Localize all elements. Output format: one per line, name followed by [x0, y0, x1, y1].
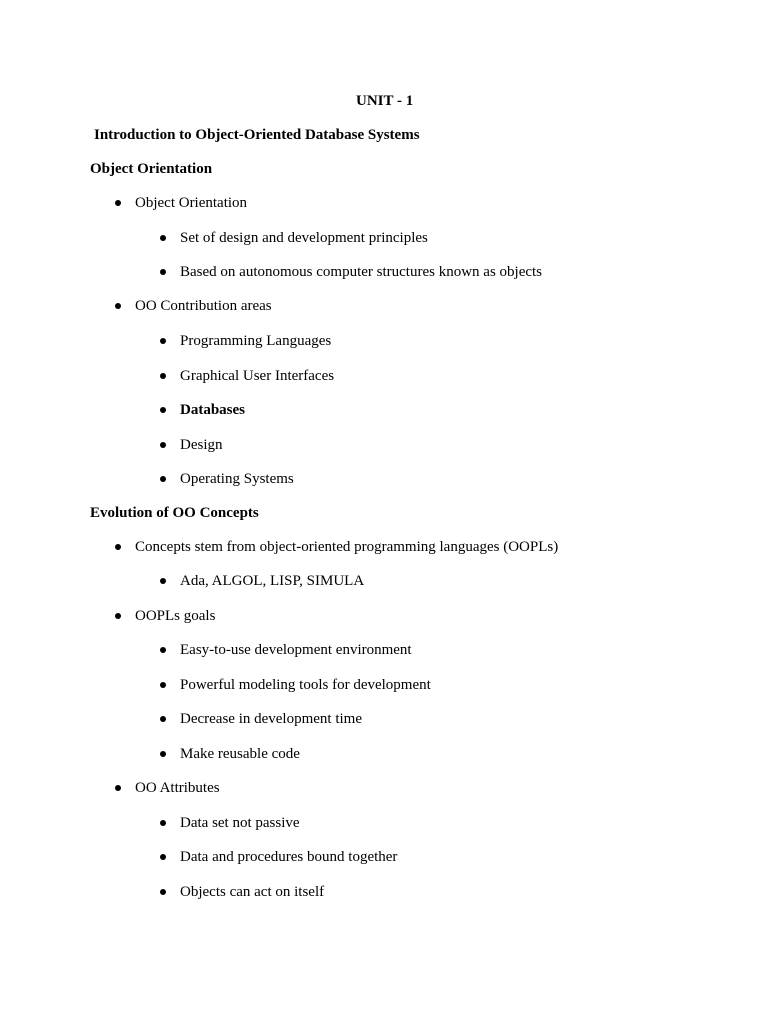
bullet-icon — [160, 716, 166, 722]
bullet-icon — [115, 613, 121, 619]
list-item: Design — [180, 437, 223, 453]
bullet-icon — [160, 682, 166, 688]
bullet-icon — [160, 338, 166, 344]
list-item: Data and procedures bound together — [180, 849, 398, 865]
bullet-icon — [115, 200, 121, 206]
list-item: Set of design and development principles — [180, 230, 428, 246]
bullet-icon — [160, 751, 166, 757]
unit-title: UNIT - 1 — [356, 93, 414, 109]
document-title: Introduction to Object-Oriented Database Systems — [94, 127, 420, 143]
bullet-icon — [160, 407, 166, 413]
section-heading-object-orientation: Object Orientation — [90, 161, 213, 177]
bullet-icon — [160, 269, 166, 275]
list-item: Data set not passive — [180, 815, 300, 831]
list-item: Databases — [180, 402, 246, 418]
list-item: Concepts stem from object-oriented programming languages (OOPLs) — [135, 539, 559, 555]
list-item: Graphical User Interfaces — [180, 368, 335, 384]
bullet-icon — [160, 647, 166, 653]
bullet-icon — [115, 544, 121, 550]
bullet-icon — [160, 820, 166, 826]
bullet-icon — [115, 303, 121, 309]
list-item: Easy-to-use development environment — [180, 642, 412, 658]
bullet-icon — [160, 476, 166, 482]
bullet-icon — [160, 854, 166, 860]
list-item: Ada, ALGOL, LISP, SIMULA — [180, 573, 365, 589]
bullet-icon — [160, 889, 166, 895]
bullet-icon — [160, 578, 166, 584]
list-item: Programming Languages — [180, 333, 332, 349]
list-item: Operating Systems — [180, 471, 294, 487]
bullet-icon — [160, 442, 166, 448]
list-item: OOPLs goals — [135, 608, 216, 624]
list-item: Powerful modeling tools for development — [180, 677, 431, 693]
bullet-icon — [160, 373, 166, 379]
list-item: Object Orientation — [135, 195, 248, 211]
bullet-icon — [115, 785, 121, 791]
list-item: OO Attributes — [135, 780, 220, 796]
list-item: OO Contribution areas — [135, 298, 272, 314]
list-item: Decrease in development time — [180, 711, 363, 727]
list-item: Make reusable code — [180, 746, 300, 762]
list-item: Objects can act on itself — [180, 884, 325, 900]
section-heading-evolution: Evolution of OO Concepts — [90, 505, 259, 521]
bullet-icon — [160, 235, 166, 241]
list-item: Based on autonomous computer structures known as objects — [180, 264, 543, 280]
